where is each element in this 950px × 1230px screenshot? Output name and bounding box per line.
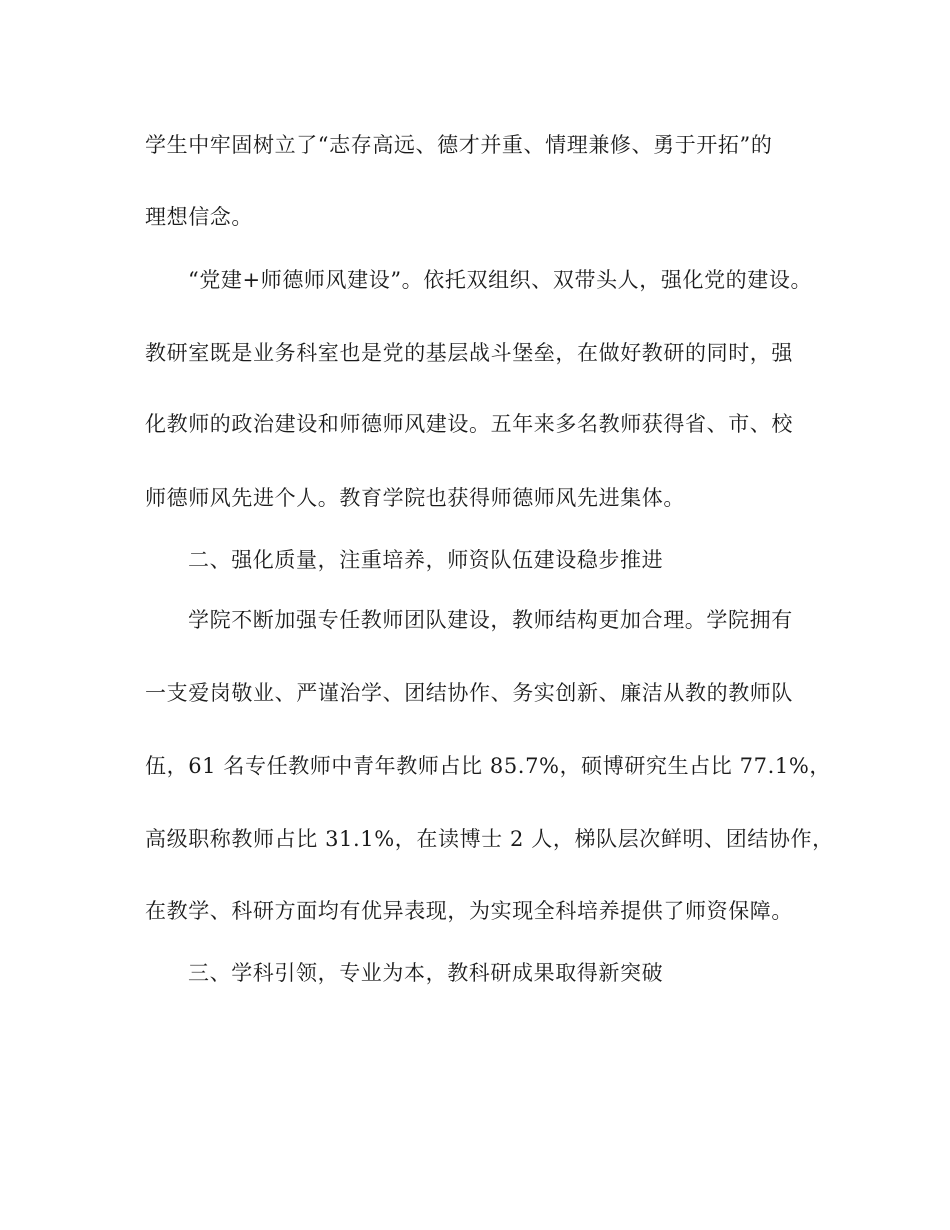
text-line: 一支爱岗敬业、严谨治学、团结协作、务实创新、廉洁从教的教师队	[145, 681, 793, 705]
text-line: 师德师风先进个人。教育学院也获得师德师风先进集体。	[145, 486, 685, 510]
text-line: 伍，61 名专任教师中青年教师占比 85.7%，硕博研究生占比 77.1%，	[145, 754, 831, 778]
text-line: 化教师的政治建设和师德师风建设。五年来多名教师获得省、市、校	[145, 412, 793, 436]
section-heading: 三、学科引领，专业为本，教科研成果取得新突破	[188, 961, 664, 985]
text-line: 学生中牢固树立了“志存高远、德才并重、情理兼修、勇于开拓”的	[145, 133, 773, 157]
text-line: 教研室既是业务科室也是党的基层战斗堡垒，在做好教研的同时，强	[145, 341, 793, 365]
text-line: 在教学、科研方面均有优异表现，为实现全科培养提供了师资保障。	[145, 899, 793, 923]
paragraph-start: 学院不断加强专任教师团队建设，教师结构更加合理。学院拥有	[188, 608, 793, 632]
paragraph-start: “党建+师德师风建设”。依托双组织、双带头人，强化党的建设。	[188, 268, 813, 292]
text-line: 高级职称教师占比 31.1%，在读博士 2 人，梯队层次鲜明、团结协作，	[145, 827, 834, 851]
text-line: 理想信念。	[145, 205, 253, 229]
section-heading: 二、强化质量，注重培养，师资队伍建设稳步推进	[188, 548, 664, 572]
